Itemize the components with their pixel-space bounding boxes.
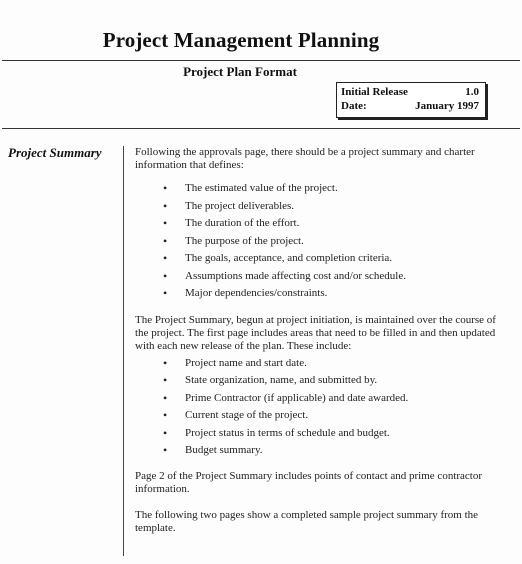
- release-info-box: [336, 82, 486, 118]
- includes-list: [135, 357, 507, 462]
- list-item: • The project deliverables.: [135, 200, 507, 218]
- date-row: [341, 100, 479, 114]
- date-label: Date:: [341, 100, 367, 112]
- initial-release-label: Initial Release: [341, 86, 408, 98]
- document-title: Project Management Planning: [102, 28, 380, 52]
- release-row: [341, 86, 479, 100]
- list-item: • Prime Contractor (if applicable) and date awarded.: [135, 392, 507, 410]
- list-item: • Project status in terms of schedule and budget.: [135, 427, 507, 445]
- document-subtitle: Project Plan Format: [183, 64, 297, 79]
- date-value: January 1997: [415, 100, 479, 112]
- defines-list: [135, 182, 507, 305]
- initial-release-value: 1.0: [465, 86, 479, 98]
- following-paragraph: The following two pages show a completed sample project summary from the template.: [135, 508, 479, 534]
- section-vertical-rule: [123, 146, 124, 556]
- list-item: • The duration of the effort.: [135, 217, 507, 235]
- section-label: Project Summary: [8, 145, 102, 160]
- list-item: • State organization, name, and submitted by.: [135, 374, 507, 392]
- list-item: • Assumptions made affecting cost and/or schedule.: [135, 270, 507, 288]
- page2-paragraph: Page 2 of the Project Summary includes points of contact and prime contractor information.: [135, 469, 483, 495]
- summary-paragraph: The Project Summary, begun at project initiation, is maintained over the course of the project. The first page includes areas that need to be filled in and then updated with each new release of the plan. These include:: [135, 313, 496, 352]
- list-item: • The purpose of the project.: [135, 235, 507, 253]
- list-item: • Major dependencies/constraints.: [135, 287, 507, 305]
- list-item: • Current stage of the project.: [135, 409, 507, 427]
- title-divider: [2, 60, 520, 61]
- section-divider: [2, 128, 520, 129]
- list-item: • Budget summary.: [135, 444, 507, 462]
- list-item: • The estimated value of the project.: [135, 182, 507, 200]
- intro-paragraph: Following the approvals page, there should be a project summary and charter information that defines:: [135, 146, 475, 171]
- section-body: [135, 146, 507, 535]
- list-item: • Project name and start date.: [135, 357, 507, 375]
- list-item: • The goals, acceptance, and completion criteria.: [135, 252, 507, 270]
